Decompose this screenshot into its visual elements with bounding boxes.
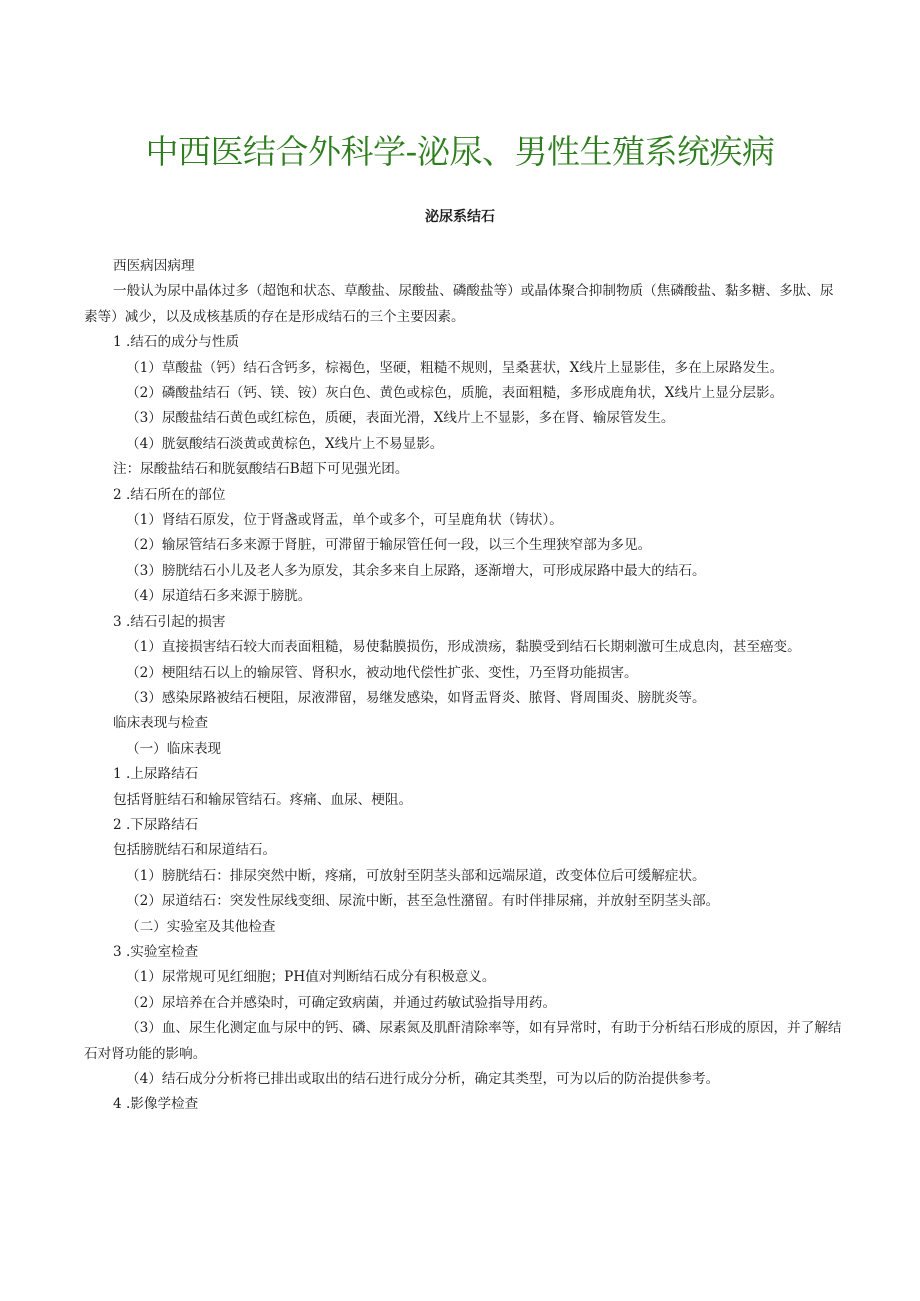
paragraph: （1）膀胱结石：排尿突然中断，疼痛，可放射至阴茎头部和远端尿道，改变体位后可缓解症状。: [126, 867, 706, 884]
paragraph: （2）尿道结石：突发性尿线变细、尿流中断，甚至急性潴留。有时伴排尿痛，并放射至阴茎头部。: [126, 893, 720, 910]
paragraph: 3 .实验室检查: [113, 943, 199, 960]
paragraph: 2 .下尿路结石: [113, 816, 199, 833]
paragraph: 包括膀胱结石和尿道结石。: [113, 842, 277, 859]
paragraph: （4）尿道结石多来源于膀胱。: [126, 588, 312, 605]
paragraph: （3）尿酸盐结石黄色或红棕色，质硬，表面光滑，X线片上不显影，多在肾、输尿管发生。: [126, 410, 675, 427]
paragraph: 临床表现与检查: [113, 715, 209, 732]
paragraph: 2 .结石所在的部位: [113, 486, 226, 503]
paragraph: （2）磷酸盐结石（钙、镁、铵）灰白色、黄色或棕色，质脆，表面粗糙，多形成鹿角状，X线片上显分层影。: [126, 385, 784, 402]
paragraph: 4 .影像学检查: [113, 1096, 199, 1113]
paragraph: （4）胱氨酸结石淡黄或黄棕色，X线片上不易显影。: [126, 435, 444, 452]
paragraph: （一）临床表现: [126, 740, 222, 757]
paragraph: （1）草酸盐（钙）结石含钙多，棕褐色，坚硬，粗糙不规则，呈桑葚状，X线片上显影佳，多在上尿路发生。: [126, 359, 784, 376]
paragraph: 包括肾脏结石和输尿管结石。疼痛、血尿、梗阻。: [113, 791, 413, 808]
paragraph: （3）血、尿生化测定血与尿中的钙、磷、尿素氮及肌酐清除率等，如有异常时，有助于分析结石形成的原因，并了解结石对肾功能的影响。: [84, 1020, 842, 1062]
paragraph: （1）肾结石原发，位于肾盏或肾盂，单个或多个，可呈鹿角状（铸状）。: [126, 512, 563, 529]
paragraph: 3 .结石引起的损害: [113, 613, 226, 630]
paragraph: （1）直接损害结石较大而表面粗糙，易使黏膜损伤，形成溃疡，黏膜受到结石长期刺激可生成息肉，甚至癌变。: [126, 639, 801, 656]
paragraph: （1）尿常规可见红细胞；PH值对判断结石成分有积极意义。: [126, 969, 496, 986]
paragraph: 1 .结石的成分与性质: [113, 334, 240, 351]
paragraph: 西医病因病理: [113, 258, 195, 274]
paragraph: 一般认为尿中晶体过多（超饱和状态、草酸盐、尿酸盐、磷酸盐等）或晶体聚合抑制物质（焦磷酸盐、黏多糖、多肽、尿素等）减少，以及成核基质的存在是形成结石的三个主要因素。: [84, 283, 834, 325]
paragraph: （3）感染尿路被结石梗阻，尿液滞留，易继发感染，如肾盂肾炎、脓肾、肾周围炎、膀胱炎等。: [126, 689, 706, 706]
paragraph: 1 .上尿路结石: [113, 766, 199, 783]
paragraph: （二）实验室及其他检查: [126, 918, 276, 935]
paragraph: （2）梗阻结石以上的输尿管、肾积水，被动地代偿性扩张、变性，乃至肾功能损害。: [126, 664, 638, 681]
section-subtitle: 泌尿系结石: [425, 209, 495, 225]
paragraph: （2）尿培养在合并感染时，可确定致病菌，并通过药敏试验指导用药。: [126, 994, 557, 1011]
document-title: 中西医结合外科学-泌尿、男性生殖系统疾病: [145, 132, 775, 171]
paragraph: 注：尿酸盐结石和胱氨酸结石B超下可见强光团。: [113, 461, 409, 478]
paragraph: （2）输尿管结石多来源于肾脏，可滞留于输尿管任何一段，以三个生理狭窄部为多见。: [126, 537, 652, 554]
document-body: [84, 254, 844, 1118]
paragraph: （3）膀胱结石小儿及老人多为原发，其余多来自上尿路，逐渐增大，可形成尿路中最大的结石。: [126, 562, 706, 579]
paragraph: （4）结石成分分析将已排出或取出的结石进行成分分析，确定其类型，可为以后的防治提供参考。: [126, 1071, 720, 1087]
